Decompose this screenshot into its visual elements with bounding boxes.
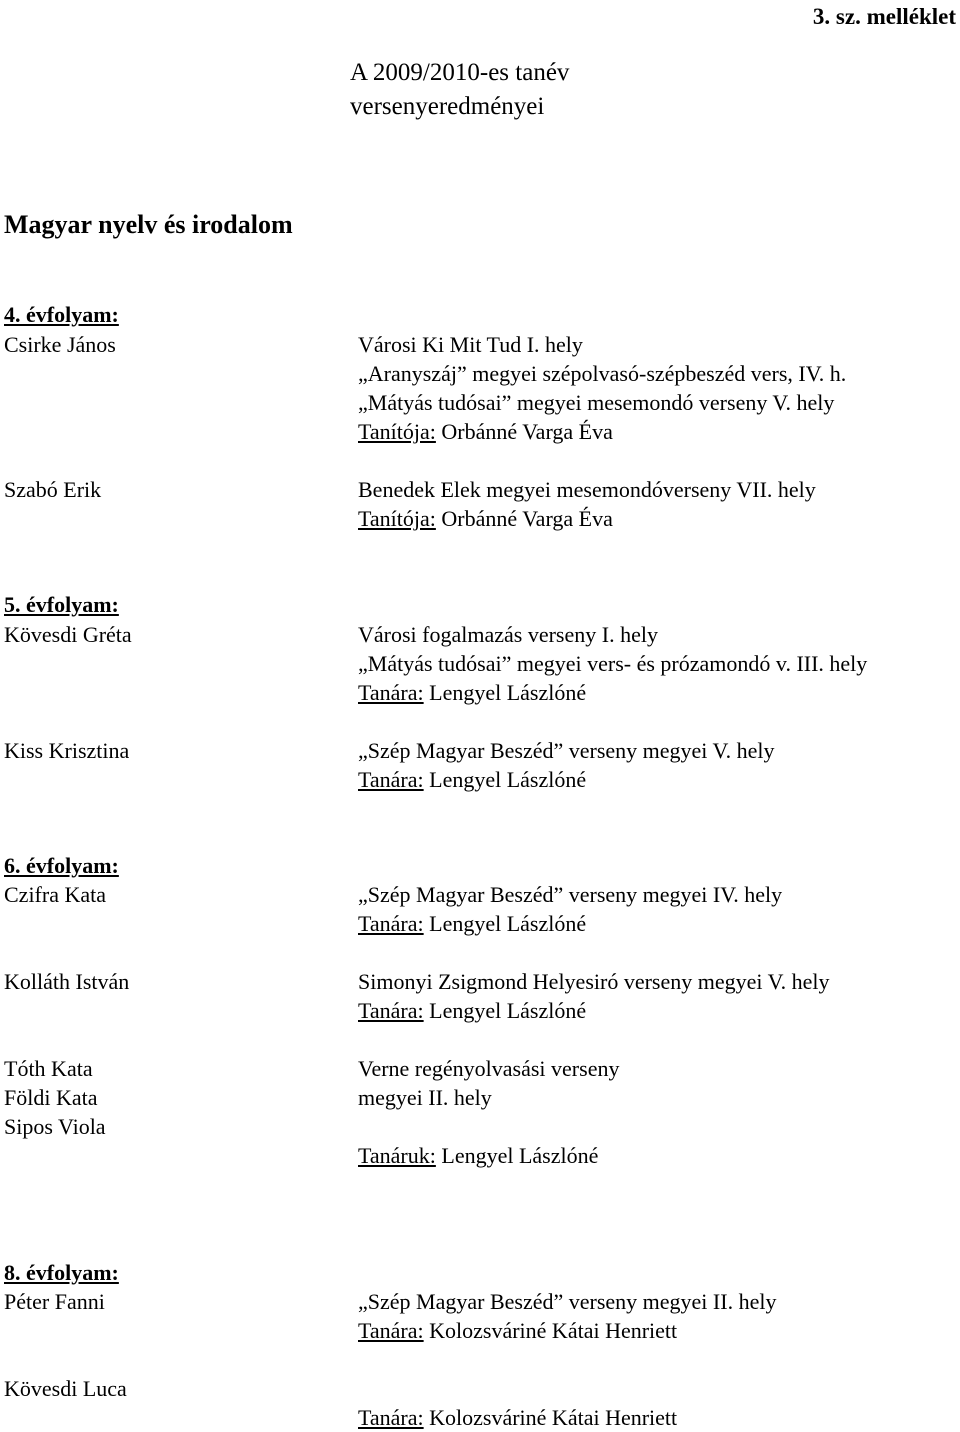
student-name: Csirke János <box>4 332 116 357</box>
student-name: Kolláth István <box>4 969 130 994</box>
teacher-label: Tanáruk: <box>358 1143 436 1168</box>
result-line: megyei II. hely <box>358 1085 492 1110</box>
title-line-2: versenyeredményei <box>350 93 545 120</box>
result-line: „Mátyás tudósai” megyei mesemondó verseny V. hely <box>358 390 835 415</box>
teacher-name: Lengyel Lászlóné <box>435 1143 599 1168</box>
student-name: Kövesdi Gréta <box>4 622 132 647</box>
grade-4-heading: 4. évfolyam: <box>4 302 119 327</box>
teacher-name: Kolozsváriné Kátai Henriett <box>423 1318 678 1343</box>
teacher-line <box>358 996 586 1025</box>
student-name: Kiss Krisztina <box>4 738 130 763</box>
student-name: Czifra Kata <box>4 882 106 907</box>
grade-5-heading: 5. évfolyam: <box>4 592 119 617</box>
teacher-label: Tanítója: <box>358 506 436 531</box>
teacher-name: Kolozsváriné Kátai Henriett <box>423 1405 678 1430</box>
teacher-label: Tanára: <box>358 1318 424 1343</box>
teacher-line <box>358 417 613 446</box>
teacher-line <box>358 1403 677 1432</box>
teacher-name: Lengyel Lászlóné <box>423 911 587 936</box>
teacher-name: Orbánné Varga Éva <box>435 506 613 531</box>
result-line: „Szép Magyar Beszéd” verseny megyei V. hely <box>358 738 775 763</box>
result-line: Benedek Elek megyei mesemondóverseny VII. hely <box>358 477 816 502</box>
result-line: Verne regényolvasási verseny <box>358 1056 620 1081</box>
result-line: Simonyi Zsigmond Helyesiró verseny megyei V. hely <box>358 969 830 994</box>
student-name: Sipos Viola <box>4 1114 106 1139</box>
result-line: Városi Ki Mit Tud I. hely <box>358 332 583 357</box>
grade-8-heading: 8. évfolyam: <box>4 1260 119 1285</box>
student-name: Tóth Kata <box>4 1056 93 1081</box>
teacher-label: Tanítója: <box>358 419 436 444</box>
result-line: „Szép Magyar Beszéd” verseny megyei IV. hely <box>358 882 783 907</box>
teacher-line <box>358 1316 677 1345</box>
teacher-label: Tanára: <box>358 1405 424 1430</box>
student-name: Földi Kata <box>4 1085 98 1110</box>
teacher-label: Tanára: <box>358 680 424 705</box>
teacher-name: Orbánné Varga Éva <box>435 419 613 444</box>
teacher-label: Tanára: <box>358 998 424 1023</box>
student-name: Szabó Erik <box>4 477 102 502</box>
annex-label: 3. sz. melléklet <box>812 4 956 29</box>
subject-heading: Magyar nyelv és irodalom <box>4 210 293 239</box>
teacher-name: Lengyel Lászlóné <box>423 680 587 705</box>
student-name: Péter Fanni <box>4 1289 105 1314</box>
teacher-line <box>358 1141 598 1170</box>
result-line: „Szép Magyar Beszéd” verseny megyei II. hely <box>358 1289 777 1314</box>
teacher-line <box>358 504 613 533</box>
student-name: Kövesdi Luca <box>4 1376 127 1401</box>
result-line: „Aranyszáj” megyei szépolvasó-szépbeszéd vers, IV. h. <box>358 361 847 386</box>
teacher-label: Tanára: <box>358 767 424 792</box>
teacher-name: Lengyel Lászlóné <box>423 767 587 792</box>
grade-6-heading: 6. évfolyam: <box>4 853 119 878</box>
teacher-name: Lengyel Lászlóné <box>423 998 587 1023</box>
teacher-label: Tanára: <box>358 911 424 936</box>
teacher-line <box>358 678 586 707</box>
result-line: Városi fogalmazás verseny I. hely <box>358 622 658 647</box>
result-line: „Mátyás tudósai” megyei vers- és prózamondó v. III. hely <box>358 651 868 676</box>
teacher-line <box>358 909 586 938</box>
teacher-line <box>358 765 586 794</box>
title-line-1: A 2009/2010-es tanév <box>350 59 570 86</box>
